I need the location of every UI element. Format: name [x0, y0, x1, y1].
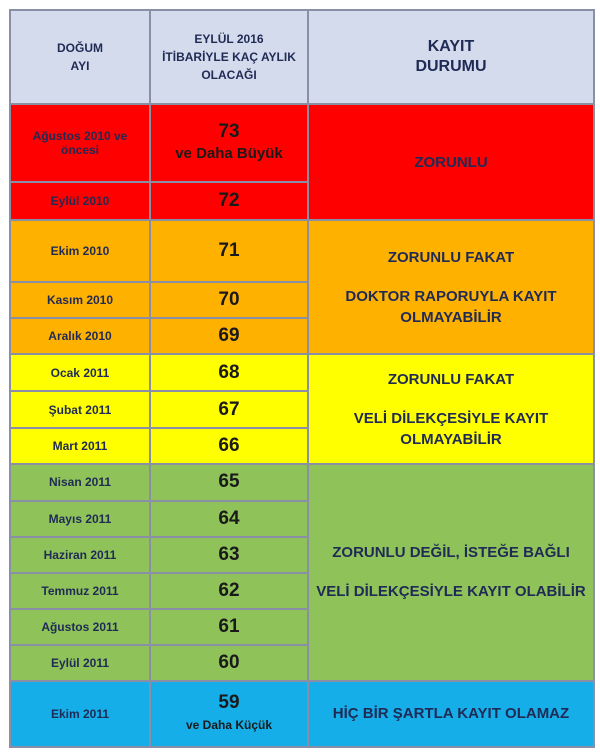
age-months-cell: 73 ve Daha Büyük — [150, 104, 308, 182]
birth-month-cell: Aralık 2010 — [10, 318, 150, 354]
birth-month-cell: Temmuz 2011 — [10, 573, 150, 609]
age-months-cell: 59 ve Daha Küçük — [150, 681, 308, 747]
table-row — [10, 464, 594, 501]
birth-month-cell: Eylül 2011 — [10, 645, 150, 681]
birth-month-cell: Kasım 2010 — [10, 282, 150, 318]
birth-month-cell: Nisan 2011 — [10, 464, 150, 501]
birth-month-cell: Ekim 2010 — [10, 220, 150, 282]
table-row — [10, 681, 594, 747]
table-row — [10, 354, 594, 391]
enrollment-table — [9, 9, 595, 748]
birth-month-cell: Ekim 2011 — [10, 681, 150, 747]
age-months-cell: 70 — [150, 282, 308, 318]
status-cell-doctor-report: ZORUNLU FAKAT DOKTOR RAPORUYLA KAYIT OLMAYABİLİR — [308, 220, 594, 354]
status-cell-parent-petition: ZORUNLU FAKAT VELİ DİLEKÇESİYLE KAYIT OLMAYABİLİR — [308, 354, 594, 463]
age-months-cell: 68 — [150, 354, 308, 391]
age-months-cell: 69 — [150, 318, 308, 354]
birth-month-cell: Ağustos 2011 — [10, 609, 150, 645]
age-months-cell: 61 — [150, 609, 308, 645]
birth-month-cell: Haziran 2011 — [10, 537, 150, 573]
table-row — [10, 220, 594, 282]
age-months-cell: 65 — [150, 464, 308, 501]
age-months-cell: 67 — [150, 391, 308, 427]
table-row — [10, 104, 594, 182]
age-months-cell: 62 — [150, 573, 308, 609]
status-cell-mandatory: ZORUNLU — [308, 104, 594, 220]
birth-month-cell: Mart 2011 — [10, 428, 150, 464]
header-birth-month: DOĞUM AYI — [10, 10, 150, 104]
header-age-months: EYLÜL 2016 İTİBARİYLE KAÇ AYLIK OLACAĞI — [150, 10, 308, 104]
status-cell-optional: ZORUNLU DEĞİL, İSTEĞE BAĞLI VELİ DİLEKÇESİYLE KAYIT OLABİLİR — [308, 464, 594, 681]
birth-month-cell: Ağustos 2010 ve öncesi — [10, 104, 150, 182]
header-registration-status: KAYIT DURUMU — [308, 10, 594, 104]
status-cell-not-allowed: HİÇ BİR ŞARTLA KAYIT OLAMAZ — [308, 681, 594, 747]
birth-month-cell: Ocak 2011 — [10, 354, 150, 391]
age-months-cell: 63 — [150, 537, 308, 573]
birth-month-cell: Eylül 2010 — [10, 182, 150, 220]
age-months-cell: 64 — [150, 501, 308, 537]
age-months-cell: 71 — [150, 220, 308, 282]
age-months-cell: 60 — [150, 645, 308, 681]
age-months-cell: 72 — [150, 182, 308, 220]
birth-month-cell: Mayıs 2011 — [10, 501, 150, 537]
birth-month-cell: Şubat 2011 — [10, 391, 150, 427]
header-row — [10, 10, 594, 104]
age-months-cell: 66 — [150, 428, 308, 464]
